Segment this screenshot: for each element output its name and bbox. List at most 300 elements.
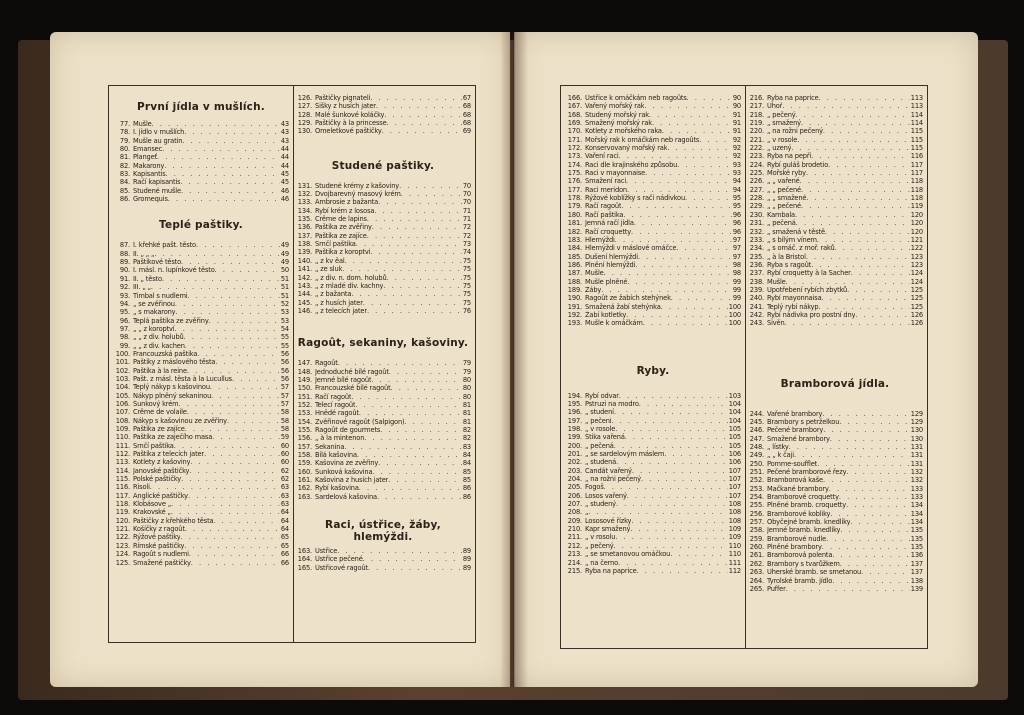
dot-leader [389, 368, 462, 376]
entry-title: Dušení hlemýždi [585, 252, 638, 261]
entry-title: Rybí kašovina [315, 484, 359, 493]
entry-number: 198. [567, 424, 582, 433]
dot-leader [371, 376, 461, 384]
entry-title: Puffer [767, 584, 786, 593]
entry-title: Smažené brambory [767, 434, 830, 443]
column-divider [745, 86, 746, 648]
entry-title: Mušle k omáčkám [585, 319, 643, 328]
entry-number: 218. [749, 109, 764, 119]
entry-page: 94 [732, 176, 741, 186]
dot-leader [630, 525, 727, 533]
dot-leader [632, 467, 728, 475]
entry-title: Pstruzi na modro [585, 399, 639, 408]
entry-page: 56 [280, 357, 289, 367]
dot-leader [157, 153, 280, 161]
entry-number: 216. [749, 93, 764, 102]
index-entry [295, 182, 471, 190]
index-entry [565, 269, 741, 277]
entry-page: 114 [910, 109, 923, 119]
entry-number: 190. [567, 293, 582, 303]
entry-title: Kapr smažený [585, 525, 631, 534]
entry-page: 96 [732, 209, 741, 219]
entry-number: 155. [297, 424, 312, 434]
entry-title: Mušle [133, 120, 152, 128]
entry-page: 71 [462, 205, 471, 215]
index-entry [295, 248, 471, 256]
entry-title: Srnčí paštika [133, 441, 174, 450]
dot-leader [204, 450, 280, 458]
entry-page: 83 [462, 441, 471, 451]
entry-page: 44 [280, 144, 289, 154]
entry-number: 159. [297, 458, 312, 468]
dot-leader [625, 433, 728, 441]
index-entry [565, 542, 741, 550]
index-entry [295, 459, 471, 467]
entry-number: 237. [749, 268, 764, 278]
entry-title: Studený mořský rak [585, 110, 649, 119]
index-list [113, 120, 289, 203]
entry-page: 91 [732, 126, 741, 136]
entry-title: Račí ragoût [315, 392, 352, 401]
entry-number: 156. [297, 433, 312, 443]
entry-page: 85 [462, 475, 471, 485]
index-entry [565, 211, 741, 219]
index-entry [747, 501, 923, 509]
dot-leader [372, 223, 462, 231]
entry-page: 72 [462, 222, 471, 232]
entry-number: 180. [567, 209, 582, 219]
index-entry [113, 450, 289, 458]
dot-leader [661, 303, 728, 311]
entry-number: 255. [749, 500, 764, 510]
section-heading: Studené paštiky. [331, 159, 435, 172]
index-entry [113, 425, 289, 433]
entry-page: 107 [728, 482, 741, 492]
dot-leader [401, 190, 462, 198]
dot-leader [825, 228, 910, 236]
entry-number: 132. [297, 189, 312, 199]
index-entry [565, 550, 741, 558]
entry-page: 135 [910, 525, 923, 535]
entry-page: 74 [462, 247, 471, 257]
dot-leader [627, 278, 731, 286]
entry-title: I. křehké pašt. těsto [133, 241, 196, 250]
entry-page: 65 [280, 532, 289, 542]
dot-leader [823, 476, 910, 484]
entry-title: „ à la Bristol [767, 252, 806, 261]
entry-title: „ „ z koroptví [133, 324, 175, 333]
entry-page: 52 [280, 298, 289, 308]
entry-page: 135 [910, 533, 923, 543]
dot-leader [188, 492, 280, 500]
dot-leader [830, 510, 909, 518]
index-entry [747, 426, 923, 434]
entry-page: 63 [280, 482, 289, 492]
entry-title: Plněné brambory [767, 543, 822, 552]
entry-page: 60 [280, 457, 289, 467]
index-entry [747, 177, 923, 185]
entry-title: Kotlety z kašoviny [133, 458, 191, 467]
entry-number: 145. [297, 297, 312, 307]
entry-title: Obyčejné bramb. knedlíky [767, 518, 851, 527]
dot-leader [185, 342, 280, 350]
dot-leader [213, 517, 279, 525]
dot-leader [184, 542, 279, 550]
dot-leader [399, 182, 462, 190]
entry-number: 184. [567, 243, 582, 253]
index-entry [113, 258, 289, 266]
entry-title: „ v rosole [767, 135, 798, 144]
dot-leader [643, 319, 728, 327]
entry-title: Mušle [585, 269, 604, 278]
dot-leader [344, 443, 462, 451]
entry-title: Bramborová kaše [767, 476, 823, 485]
entry-number: 213. [567, 549, 582, 559]
entry-title: Francouzská paštika [133, 349, 198, 358]
entry-page: 85 [462, 466, 471, 476]
entry-title: Mořský rak k omáčkám neb ragoûts [585, 135, 700, 144]
index-entry [747, 418, 923, 426]
dot-leader [794, 451, 910, 459]
left-index-frame [108, 85, 476, 643]
index-entry [747, 303, 923, 311]
dot-leader [338, 359, 462, 367]
entry-page: 134 [910, 508, 923, 518]
entry-page: 64 [280, 507, 289, 517]
entry-title: „ à la mintenon [315, 434, 365, 443]
entry-title: Paštika ze zajíce [133, 425, 185, 433]
entry-title: „ na černo [585, 558, 619, 567]
index-entry [113, 408, 289, 416]
dot-leader [150, 483, 280, 491]
entry-title: Raci meridon [585, 185, 627, 194]
index-entry [565, 475, 741, 483]
entry-page: 108 [728, 515, 741, 525]
entry-number: 89. [119, 257, 130, 267]
entry-page: 137 [910, 567, 923, 577]
entry-number: 239. [749, 284, 764, 294]
entry-page: 109 [728, 532, 741, 542]
section-heading: První jídla v mušlích. [137, 101, 265, 113]
entry-title: Krakovské „ [133, 508, 171, 517]
index-entry [565, 177, 741, 185]
dot-leader [823, 127, 910, 135]
dot-leader [676, 244, 731, 252]
index-entry [565, 392, 741, 400]
entry-number: 260. [749, 542, 764, 552]
entry-page: 43 [280, 135, 289, 145]
dot-leader [623, 211, 731, 219]
entry-number: 235. [749, 251, 764, 261]
index-entry [747, 319, 923, 327]
index-entry [565, 425, 741, 433]
entry-page: 115 [910, 134, 923, 144]
entry-number: 80. [119, 144, 130, 154]
index-entry [295, 265, 471, 273]
dot-leader [189, 467, 279, 475]
dot-leader [616, 500, 728, 508]
dot-leader [631, 228, 732, 236]
dot-leader [387, 274, 462, 282]
entry-number: 136. [297, 222, 312, 232]
entry-number: 201. [567, 449, 582, 459]
index-entry [113, 400, 289, 408]
entry-page: 44 [280, 152, 289, 162]
dot-leader [209, 317, 280, 325]
entry-number: 81. [119, 152, 130, 162]
dot-leader [356, 240, 462, 248]
entry-page: 119 [910, 201, 923, 211]
entry-number: 261. [749, 550, 764, 560]
index-entry [113, 517, 289, 525]
index-entry [565, 169, 741, 177]
entry-number: 105. [115, 390, 130, 400]
dot-leader [372, 468, 461, 476]
dot-leader [614, 542, 728, 550]
entry-title: Smažené paštičky [133, 558, 191, 567]
entry-number: 119. [115, 507, 130, 517]
dot-leader [367, 232, 462, 240]
entry-number: 152. [297, 399, 312, 409]
entry-page: 70 [462, 197, 471, 207]
entry-number: 252. [749, 475, 764, 485]
entry-number: 92. [119, 282, 130, 292]
entry-page: 51 [280, 273, 289, 283]
entry-page: 92 [732, 151, 741, 161]
index-entry [113, 350, 289, 358]
entry-number: 160. [297, 466, 312, 476]
index-entry [113, 508, 289, 516]
entry-page: 75 [462, 289, 471, 299]
entry-title: Mušle [767, 277, 786, 286]
right-index-frame [560, 85, 928, 649]
index-entry [747, 211, 923, 219]
dot-leader [345, 257, 462, 265]
entry-title: Zvěřinové ragoût (Salpigon) [315, 417, 405, 426]
dot-leader [851, 269, 910, 277]
dot-leader [601, 286, 732, 294]
entry-title: Římské paštičky [133, 541, 185, 550]
entry-number: 205. [567, 482, 582, 492]
dot-leader [823, 426, 910, 434]
entry-page: 107 [728, 474, 741, 484]
dot-leader [190, 458, 279, 466]
entry-title: Štika vařená [585, 433, 625, 442]
dot-leader [806, 169, 910, 177]
index-entry [113, 170, 289, 178]
entry-page: 108 [728, 499, 741, 509]
entry-title: Šunkový krém [133, 399, 179, 408]
entry-page: 67 [462, 93, 471, 102]
index-entry [113, 283, 289, 291]
section-heading: Ryby. [636, 364, 670, 377]
dot-leader [189, 550, 280, 558]
index-entry [565, 186, 741, 194]
index-entry [747, 111, 923, 119]
entry-page: 124 [910, 276, 923, 286]
entry-page: 109 [728, 524, 741, 534]
dot-leader [619, 392, 728, 400]
entry-number: 163. [297, 491, 312, 501]
entry-page: 51 [280, 282, 289, 292]
index-list [295, 547, 471, 572]
index-entry [747, 186, 923, 194]
entry-title: Šunková kašovina [315, 467, 373, 476]
dot-leader [634, 219, 732, 227]
entry-number: 243. [749, 318, 764, 328]
dot-leader [384, 111, 462, 119]
entry-number: 121. [115, 524, 130, 534]
dot-leader [652, 119, 732, 127]
entry-title: Rybí guláš brodetio [767, 160, 829, 169]
entry-title: „ z telecích jater [315, 306, 367, 315]
entry-number: 212. [567, 540, 582, 550]
dot-leader [351, 290, 462, 298]
index-entry [113, 375, 289, 383]
entry-number: 192. [567, 309, 582, 319]
entry-number: 166. [567, 93, 582, 102]
entry-title: „ s bílým vínem [767, 235, 817, 244]
entry-page: 110 [728, 549, 741, 559]
entry-number: 200. [567, 440, 582, 450]
entry-title: Ústřice [315, 547, 338, 556]
entry-title: Rybí odvar [585, 391, 619, 400]
entry-number: 146. [297, 305, 312, 315]
index-entry [565, 442, 741, 450]
entry-number: 116. [115, 482, 130, 492]
entry-title: „ z div. n. dom. holubů [315, 273, 387, 282]
entry-page: 58 [280, 407, 289, 417]
entry-title: Plangeť [133, 153, 158, 162]
entry-number: 234. [749, 243, 764, 253]
entry-page: 66 [280, 549, 289, 559]
index-entry [565, 483, 741, 491]
dot-leader [789, 443, 910, 451]
index-entry [295, 223, 471, 231]
index-entry [295, 282, 471, 290]
right-column-2 [747, 94, 923, 593]
entry-title: Ragoût [315, 359, 338, 368]
entry-number: 114. [115, 465, 130, 475]
index-entry [565, 319, 741, 327]
dot-leader [806, 194, 909, 202]
dot-leader [782, 102, 909, 110]
entry-title: Janovské paštičky [133, 466, 190, 475]
index-entry [295, 555, 471, 563]
entry-number: 123. [115, 540, 130, 550]
entry-page: 62 [280, 474, 289, 484]
index-entry [295, 484, 471, 492]
dot-leader [171, 508, 280, 516]
index-entry [565, 253, 741, 261]
entry-page: 133 [910, 483, 923, 493]
entry-number: 259. [749, 533, 764, 543]
entry-title: „ na rožni pečený [585, 475, 641, 484]
entry-page: 120 [910, 209, 923, 219]
entry-page: 46 [280, 185, 289, 195]
dot-leader [215, 266, 280, 274]
entry-page: 75 [462, 272, 471, 282]
dot-leader [791, 144, 909, 152]
dot-leader [187, 367, 280, 375]
dot-leader [383, 282, 462, 290]
entry-number: 186. [567, 259, 582, 269]
dot-leader [801, 186, 910, 194]
dot-leader [618, 559, 728, 567]
dot-leader [846, 501, 910, 509]
entry-page: 57 [280, 390, 289, 400]
dot-leader [796, 219, 910, 227]
entry-page: 116 [910, 151, 923, 161]
entry-page: 131 [910, 450, 923, 460]
entry-number: 227. [749, 184, 764, 194]
entry-page: 103 [728, 390, 741, 400]
entry-title: Plněné bramb. croquetty [767, 501, 847, 510]
entry-page: 91 [732, 109, 741, 119]
entry-title: Gromequis [133, 195, 168, 204]
index-entry [295, 274, 471, 282]
entry-title: Sardelová kašovina [315, 492, 377, 501]
index-list [747, 94, 923, 328]
entry-page: 44 [280, 160, 289, 170]
entry-number: 245. [749, 416, 764, 426]
index-entry [747, 311, 923, 319]
entry-title: „ „ pečené [767, 202, 801, 211]
entry-number: 226. [749, 176, 764, 186]
entry-title: Teplý rybí nákyp [767, 302, 819, 311]
dot-leader [615, 533, 727, 541]
entry-page: 54 [280, 323, 289, 333]
entry-title: „ „ z div. kachen [133, 341, 185, 350]
dot-leader [817, 236, 910, 244]
entry-number: 154. [297, 416, 312, 426]
index-entry [565, 261, 741, 269]
dot-leader [828, 161, 910, 169]
dot-leader [614, 408, 728, 416]
entry-title: Úhoř [767, 102, 783, 111]
dot-leader [797, 136, 910, 144]
index-entry [565, 102, 741, 110]
entry-number: 194. [567, 390, 582, 400]
entry-number: 256. [749, 508, 764, 518]
dot-leader [210, 383, 280, 391]
entry-title: Ryba na pepři [767, 152, 812, 161]
entry-page: 86 [462, 491, 471, 501]
dot-leader [162, 275, 280, 283]
entry-title: Malé šunkové koláčky [315, 110, 385, 119]
dot-leader [166, 170, 280, 178]
entry-number: 133. [297, 197, 312, 207]
index-entry [113, 442, 289, 450]
entry-title: Paštičky z křehkého těsta [133, 516, 214, 525]
dot-leader [359, 409, 462, 417]
entry-title: Sekanina [315, 442, 345, 451]
index-entry [747, 228, 923, 236]
entry-title: Raci dle krajinského způsobu [585, 160, 678, 169]
dot-leader [664, 450, 728, 458]
index-entry [295, 443, 471, 451]
entry-title: Račí croquetty [585, 227, 632, 236]
index-entry [113, 475, 289, 483]
entry-title: Dvojbarevný masový krém [315, 190, 401, 199]
index-entry [113, 358, 289, 366]
entry-page: 113 [910, 93, 923, 102]
dot-leader [855, 311, 909, 319]
entry-number: 165. [297, 562, 312, 572]
entry-title: I. másl. n. lupínkové těsto [133, 266, 215, 275]
index-entry [113, 492, 289, 500]
right-column-1 [565, 94, 741, 575]
